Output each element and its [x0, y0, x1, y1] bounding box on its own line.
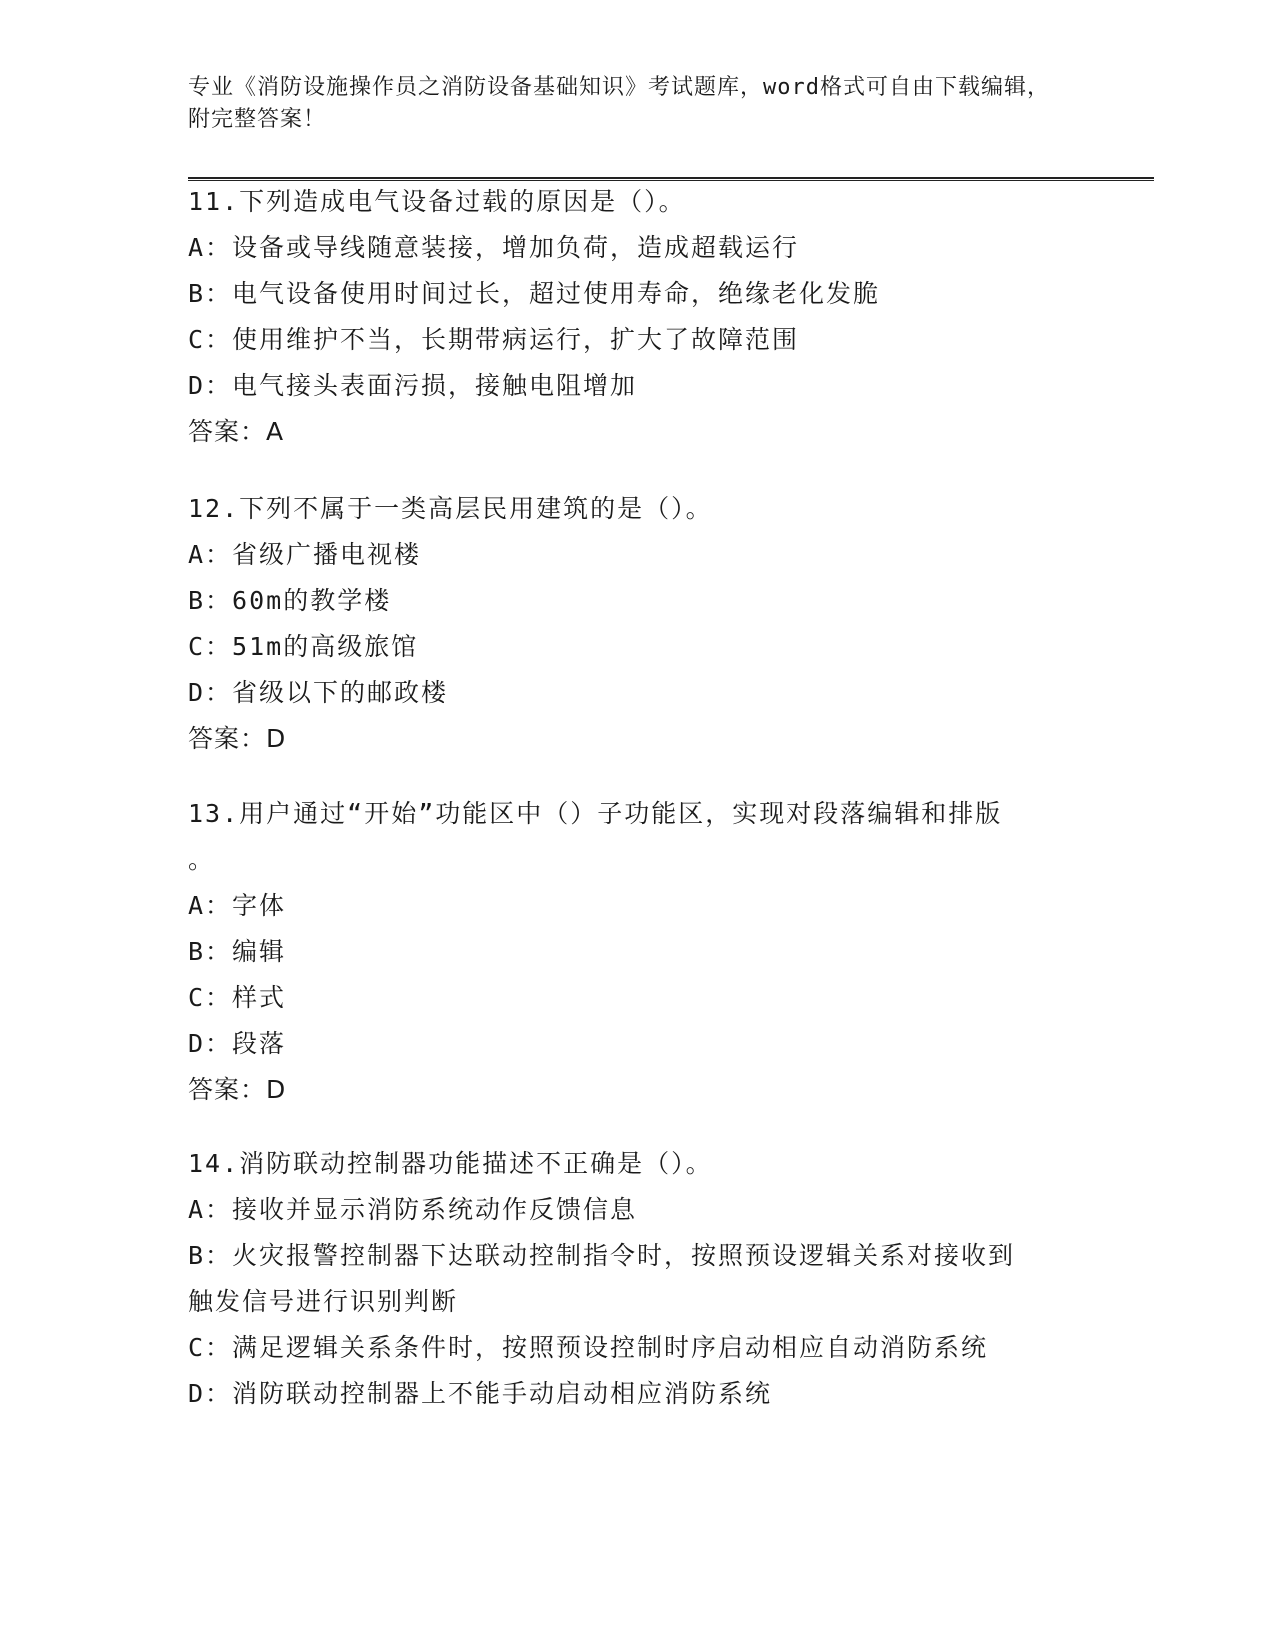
option-c: C：51m的高级旅馆: [188, 632, 419, 661]
option-b: B：电气设备使用时间过长，超过使用寿命，绝缘老化发脆: [188, 279, 881, 308]
question-11: [188, 179, 1148, 455]
question-stem: 13.用户通过“开始”功能区中（）子功能区，实现对段落编辑和排版: [188, 799, 1003, 828]
answer-label: 答案：D: [188, 1075, 287, 1104]
option-a: A：接收并显示消防系统动作反馈信息: [188, 1195, 638, 1224]
option-c: C：满足逻辑关系条件时，按照预设控制时序启动相应自动消防系统: [188, 1333, 989, 1362]
document-header: 专业《消防设施操作员之消防设备基础知识》考试题库，word格式可自由下载编辑，附完整答案！: [188, 75, 1050, 132]
option-d: D：省级以下的邮政楼: [188, 678, 449, 707]
option-d: D：段落: [188, 1029, 287, 1058]
option-a: A：设备或导线随意装接，增加负荷，造成超载运行: [188, 233, 800, 262]
question-stem: 14.消防联动控制器功能描述不正确是（）。: [188, 1149, 713, 1178]
option-b: B：火灾报警控制器下达联动控制指令时，按照预设逻辑关系对接收到: [188, 1241, 1016, 1270]
question-stem: 12.下列不属于一类高层民用建筑的是（）。: [188, 494, 713, 523]
question-12: [188, 486, 1148, 762]
option-b: B：60m的教学楼: [188, 586, 392, 615]
option-a: A：字体: [188, 891, 287, 920]
option-c: C：使用维护不当，长期带病运行，扩大了故障范围: [188, 325, 800, 354]
option-d: D：消防联动控制器上不能手动启动相应消防系统: [188, 1379, 773, 1408]
question-stem-continuation: 。: [188, 845, 216, 874]
option-b: B：编辑: [188, 937, 287, 966]
question-stem: 11.下列造成电气设备过载的原因是（）。: [188, 187, 686, 216]
question-14: [188, 1141, 1148, 1417]
option-c: C：样式: [188, 983, 287, 1012]
question-13: [188, 791, 1148, 1113]
option-a: A：省级广播电视楼: [188, 540, 422, 569]
option-b-continuation: 触发信号进行识别判断: [188, 1287, 459, 1316]
answer-label: 答案：A: [188, 417, 285, 446]
answer-label: 答案：D: [188, 724, 287, 753]
option-d: D：电气接头表面污损，接触电阻增加: [188, 371, 638, 400]
